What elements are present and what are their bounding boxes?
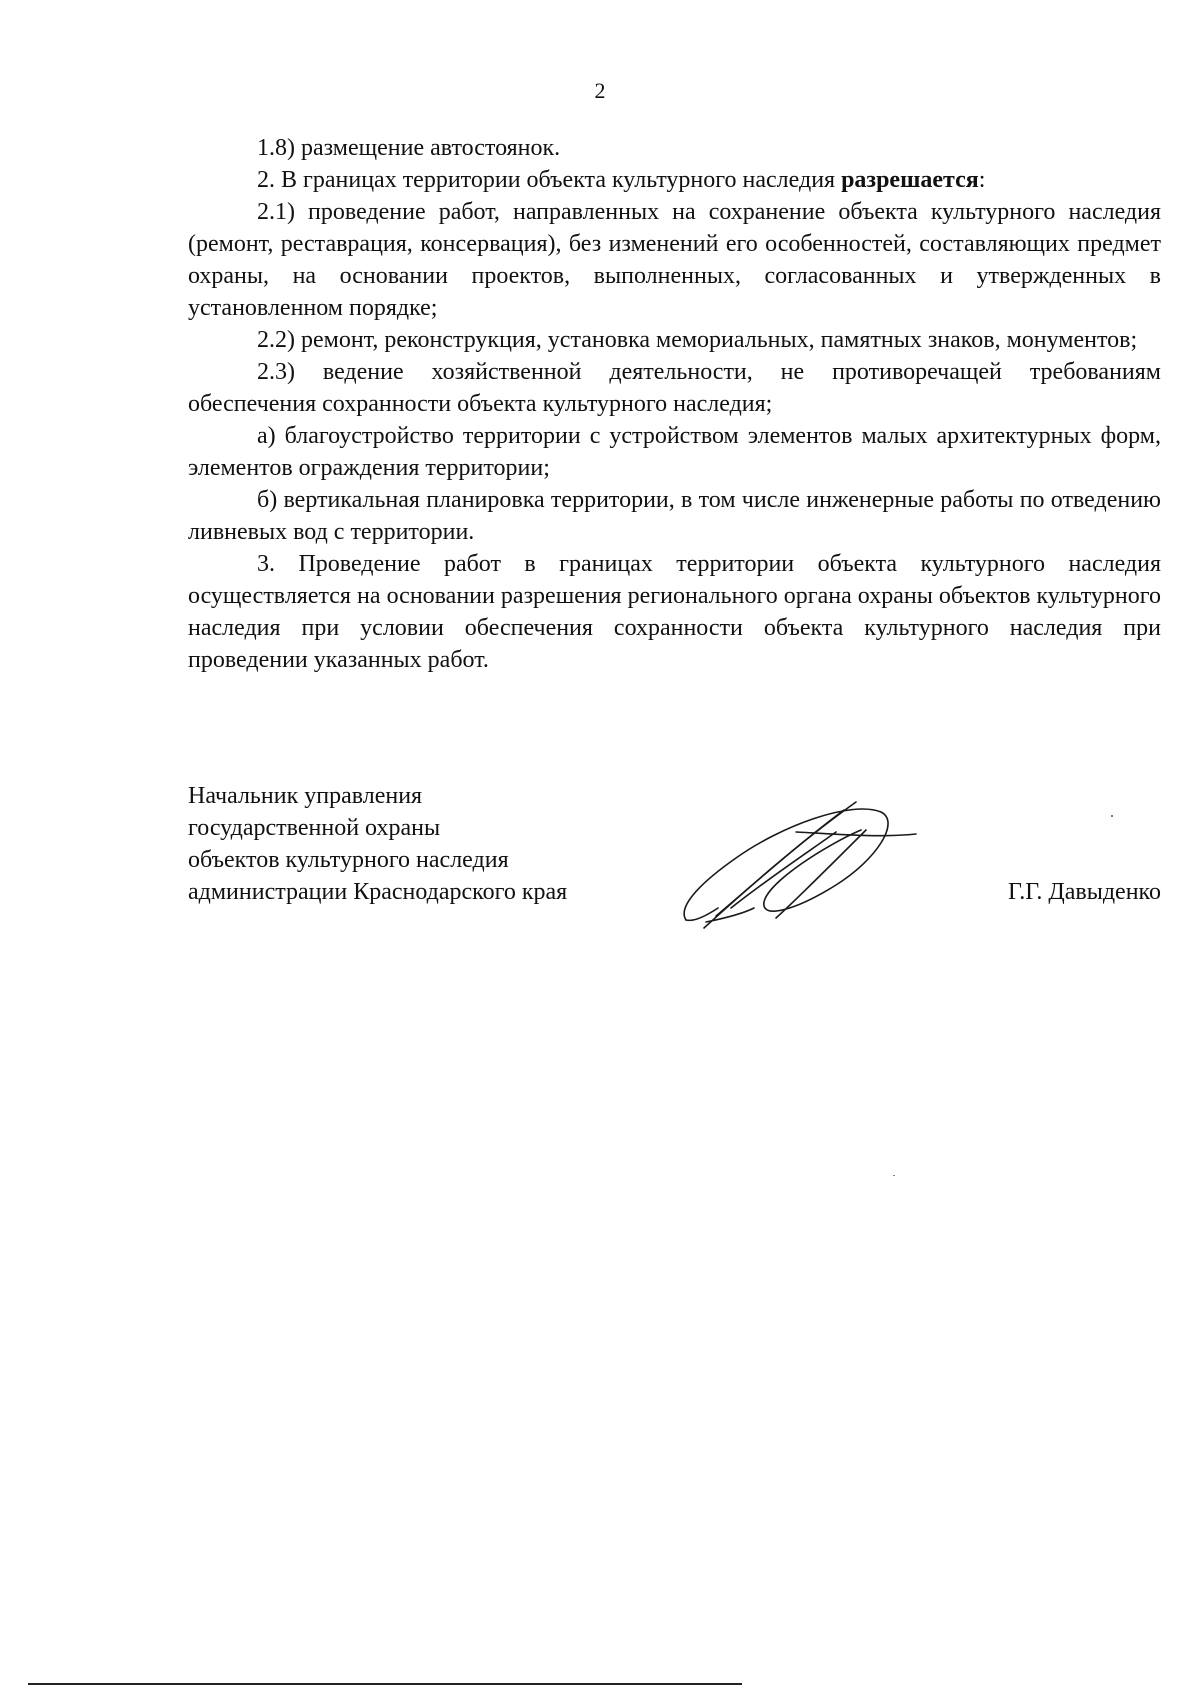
item-2-2: 2.2) ремонт, реконструкция, установка мемориальных, памятных знаков, монументов; bbox=[257, 327, 1138, 353]
item-b: б) вертикальная планировка территории, в том числе инженерные работы по отведению ливневых вод с территории. bbox=[188, 487, 1161, 545]
item-2-1: 2.1) проведение работ, направленных на сохранение объекта культурного наследия (ремонт, реставрация, консервация), без изменений его особенностей, составляющих предмет охраны, на основании проектов, выполненных, согласованных и утвержденных в установленном порядке; bbox=[188, 199, 1161, 321]
footer-rule bbox=[28, 1683, 742, 1685]
page-number: 2 bbox=[594, 78, 606, 103]
item-a: а) благоустройство территории с устройством элементов малых архитектурных форм, элементов ограждения территории; bbox=[188, 423, 1161, 481]
signatory-name: Г.Г. Давыденко bbox=[1008, 879, 1161, 905]
scan-speck bbox=[893, 1175, 895, 1176]
section-2-text: 2. В границах территории объекта культурного наследия bbox=[257, 167, 842, 193]
section-3: 3. Проведение работ в границах территории объекта культурного наследия осуществляется на основании разрешения регионального органа охраны объектов культурного наследия при условии обеспечения сохранности объекта культурного наследия при проведении указанных работ. bbox=[188, 551, 1161, 673]
signatory-position bbox=[188, 780, 567, 908]
section-2-colon: : bbox=[978, 167, 986, 193]
item-1-8: 1.8) размещение автостоянок. bbox=[257, 135, 561, 161]
position-line: государственной охраны bbox=[188, 815, 441, 841]
scan-speck bbox=[1111, 815, 1113, 817]
document-body bbox=[188, 132, 1161, 676]
signature-block bbox=[188, 780, 1161, 950]
position-line: Начальник управления bbox=[188, 783, 423, 809]
item-2-3: 2.3) ведение хозяйственной деятельности, не противоречащей требованиям обеспечения сохранности объекта культурного наследия; bbox=[188, 359, 1161, 417]
handwritten-signature bbox=[676, 790, 946, 950]
section-2-heading bbox=[188, 164, 1161, 196]
position-line: администрации Краснодарского края bbox=[188, 879, 568, 905]
position-line: объектов культурного наследия bbox=[188, 847, 509, 873]
section-2-bold: разрешается bbox=[841, 167, 979, 193]
